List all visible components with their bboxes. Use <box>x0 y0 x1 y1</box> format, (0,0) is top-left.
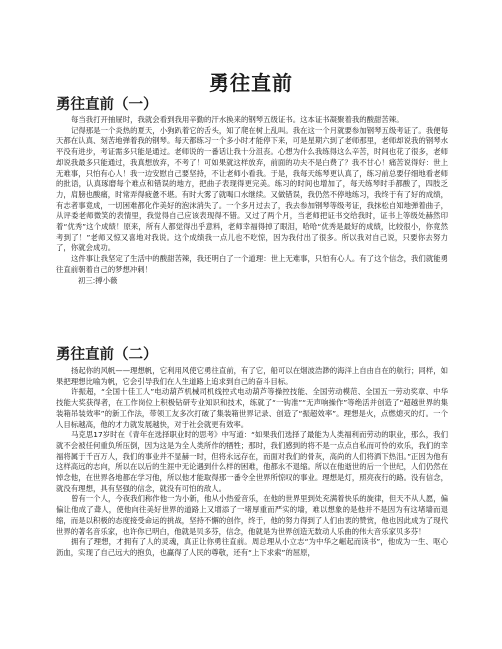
paragraph: 每当我打开抽屉时，我就会看到我用辛勤的汗水换来的钢琴五级证书。这本证书凝聚着我的酸甜苦辣。 <box>71 115 404 124</box>
paragraph: 拥有了理想，才拥有了人的灵魂，真正让你勇往直前。周总理从小立志“为中华之崛起而读书”，他成为一生、呕心沥血，实现了自己远大的抱负，也赢得了人民的尊敬，还有“上下求索”的屈原， <box>56 537 448 557</box>
paragraph: 这件事让我坚定了生活中的酸甜苦辣，我还明白了一个道理：世上无难事，只怕有心人。有了这个信念，我们就能勇往直前朝着自己的梦想冲刺！ <box>56 254 448 274</box>
paragraph: 记得那是一个炎热的夏天，小狗趴着它的舌头，知了爬在树上乱叫。我在这一个月就要参加钢琴五级考证了。我便每天都在认真、刻苦地弹着我的钢琴。每天都练习一个多小时才能停下来，可是星期六到了老师那里，老师却说我的钢琴水平没有进步，考证需多只能是通过。老师说的一番话让我十分沮丧。心想为什么我练得这么辛苦，时间也花了很多，老师却说我最多只能通过，我真想放弃，不考了！可如果就这样放弃，前面的功夫不是白费了？我不甘心！痛苦说得好：世上无难事，只怕有心人！我一边安慰自己要坚持，不让老师小看我。于是，我每天练琴更认真了，练习前总要仔细地看老师的批语，认真琢磨每个难点和错误的地方，把曲子表现得更完美。练习的时间也增加了，每天练琴时手都酸了，四肢乏力，肩膀也酸痛，时常弄得疲惫不堪。有时大雾了就喝口水继续。又做错误，我仍然不停地练习，我终于有了好的成绩，有志者事竟成，一切困难都化作美好的泡沫消失了。一个多月过去了，我去参加钢琴等级考证，我抹松自知地弹着曲子，从评委老师微笑的表情里，我觉得自己应该表现得不错。又过了两个月，当老师把证书交给我时，证书上等级处赫然印着“优秀”这个成绩！原来，所有人都觉得出乎意料，老师幸福得掉了眼泪，哈哈“优秀是最好的成绩，比较很小，你竟然考到了！”老师又惊又喜地对我说。这个成绩我一点儿也不吃惊，因为我付出了很多。所以我对自己说，只要你去努力了，你就会成功。 <box>56 125 448 253</box>
paragraph: 曾有一个人，今夜我们称作他一为小新，他从小热爱音乐，在他的世界里到处充满着快乐的旋律，但天不从人愿，偏偏让他成了聋人，使他向往美好世界的道路上又增添了一堵厚重而严实的墙，难以想象的是他并不是因为有这堵墙而退缩，而是以积极的态度接受命运的挑战，坚持不懈的创作，终于，他的努力得到了人们由衷的赞赏，他也因此成为了现代世界的著名音乐家，也许你已明白，他就是贝多芬，信念，他就是为世界创造无数动人乐曲的伟大音乐家贝多芬！ <box>56 494 448 536</box>
section-heading-2: 勇往直前（二） <box>56 347 158 363</box>
paragraph: 马克思17岁时在《青年在选择职业时的思考》中写道：“如果我们选择了最能为人类福利而劳动的职业，那么，我们就不会被任何重负所压倒，因为这是为全人类所作的牺牲；那时，我们感到的将不是一点点自私而可怜的欢乐，我们的幸福将属于千百万人，我们的事业并不显赫一时，但将永远存在，而面对我们的骨灰，高尚的人们将洒下热泪。”正因为他有这样高远的志向，所以在以后的生涯中无论遇到什么样的困难，他都永不退缩。所以在他逝世的后一个世纪，人们仍然在悼念他，在世界各地都在学习他，所以他才能取得那一番令全世界所惊叹的事业。理想是灯，照亮夜行的路。没有信念，就没有理想，具有坚强的信念，就没有可怕的敌人。 <box>56 430 448 493</box>
paragraph: 扬起你的风帆——理想帆，它利用风使它勇往直前，有了它，船可以在烟波浩渺的海洋上自由自在的航行；同样，如果把理想比喻为帆，它会引导我们在人生道路上追求到自己的奋斗目标。 <box>56 366 448 386</box>
section-body-2 <box>56 366 448 559</box>
author-signature: 初三:搏小薇 <box>78 275 118 285</box>
document-title: 勇往直前 <box>209 71 293 95</box>
section-body-1 <box>56 115 448 286</box>
section-heading-1: 勇往直前（一） <box>56 97 158 113</box>
paragraph: 许振超，“全国十佳工人”电动葫芦机械司机线控式电动葫芦等操控技能、全国劳动模范、全国五一劳动奖章、中华技能大奖获得者，在工作岗位上积极钻研专业知识和技术，练就了“一钩准”“无声响操作”等绝活并创造了“超越世界的集装箱吊装效率”的新工作法，带领工友多次打破了集装箱世界记录、创造了“振超效率”。理想是火，点燃熄灭的灯。一个人目标越高，他的才力就发展越快，对于社会就更有效率。 <box>56 387 448 429</box>
